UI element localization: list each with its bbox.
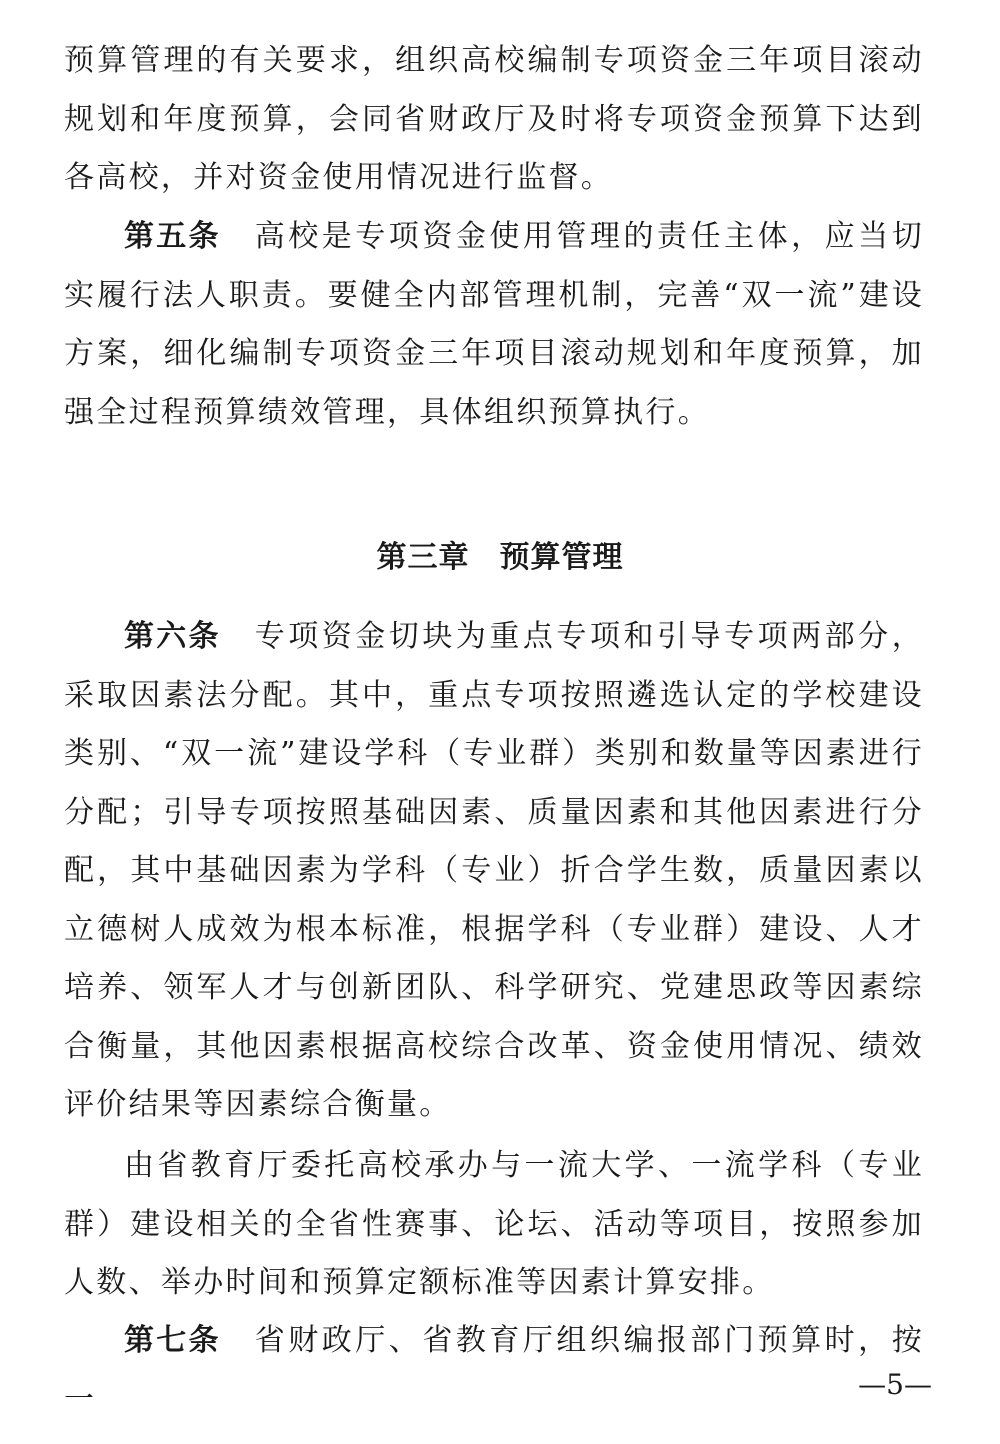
article-6-paragraph bbox=[64, 608, 924, 1135]
article-6-second-paragraph: 由省教育厅委托高校承办与一流大学、一流学科（专业群）建设相关的全省性赛事、论坛、活动等项目，按照参加人数、举办时间和预算定额标准等因素计算安排。 bbox=[64, 1148, 924, 1300]
article-7-label: 第七条 bbox=[124, 1323, 221, 1358]
article-6-label: 第六条 bbox=[124, 619, 221, 654]
article-5-paragraph bbox=[64, 208, 924, 442]
chapter-heading bbox=[0, 532, 1000, 576]
page-number: —5— bbox=[858, 1368, 932, 1401]
paragraph-continuation: 预算管理的有关要求，组织高校编制专项资金三年项目滚动规划和年度预算，会同省财政厅及时将专项资金预算下达到各高校，并对资金使用情况进行监督。 bbox=[64, 43, 924, 195]
chapter-number: 第三章 bbox=[376, 540, 470, 575]
chapter-title: 预算管理 bbox=[499, 540, 624, 575]
article-5-text: 高校是专项资金使用管理的责任主体，应当切实履行法人职责。要健全内部管理机制，完善“双一流”建设方案，细化编制专项资金三年项目滚动规划和年度预算，加强全过程预算绩效管理，具体组织预算执行。 bbox=[64, 219, 925, 430]
article-6-text: 专项资金切块为重点专项和引导专项两部分，采取因素法分配。其中，重点专项按照遴选认定的学校建设类别、“双一流”建设学科（专业群）类别和数量等因素进行分配；引导专项按照基础因素、质量因素和其他因素进行分配，其中基础因素为学科（专业）折合学生数，质量因素以立德树人成效为根本标准，根据学科（专业群）建设、人才培养、领军人才与创新团队、科学研究、党建思政等因素综合衡量，其他因素根据高校综合改革、资金使用情况、绩效评价结果等因素综合衡量。 bbox=[64, 619, 925, 1122]
article-5-label: 第五条 bbox=[124, 219, 221, 254]
article-7-text: 省财政厅、省教育厅组织编报部门预算时，按一 bbox=[64, 1323, 925, 1417]
article-7-paragraph bbox=[64, 1312, 924, 1429]
